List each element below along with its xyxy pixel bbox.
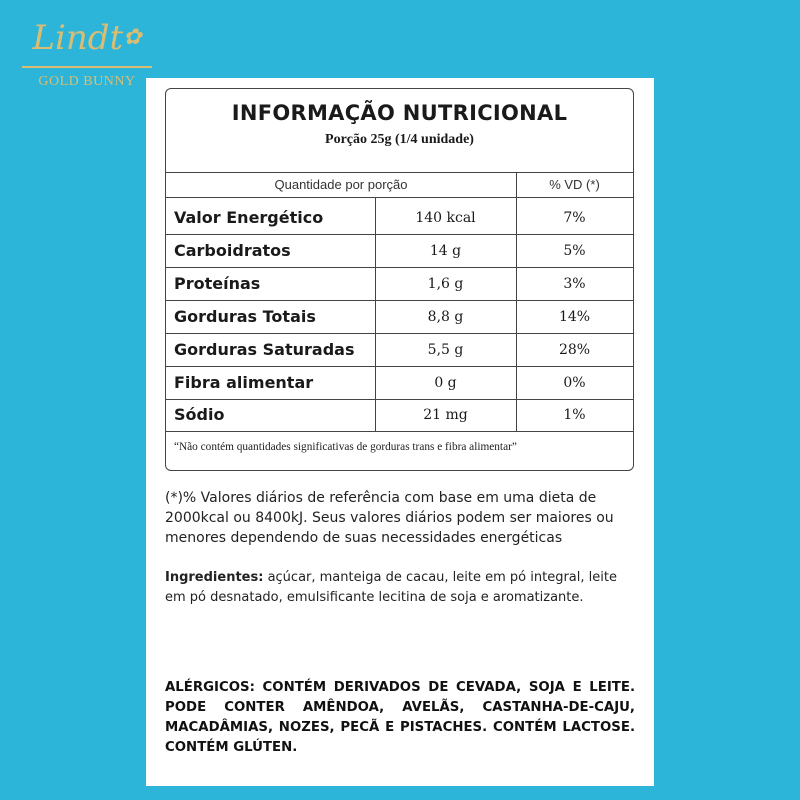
table-row bbox=[166, 301, 633, 333]
nutrient-name: Gorduras Totais bbox=[174, 307, 316, 326]
nutrition-table bbox=[165, 88, 634, 471]
ingredients-label: Ingredientes: bbox=[165, 570, 264, 585]
nutrient-vd: 1% bbox=[563, 407, 586, 423]
nutrient-name: Valor Energético bbox=[174, 208, 324, 227]
table-row bbox=[166, 235, 633, 267]
nutrient-vd: 5% bbox=[563, 243, 586, 259]
nutrient-name: Sódio bbox=[174, 405, 225, 424]
logo-divider bbox=[22, 66, 152, 68]
nutrient-amount: 14 g bbox=[429, 243, 462, 259]
label-panel bbox=[146, 78, 654, 786]
logo-text: Lindt bbox=[32, 18, 124, 58]
nutrient-vd: 3% bbox=[563, 276, 586, 292]
logo-subtitle: GOLD BUNNY bbox=[38, 74, 136, 89]
nutrient-amount: 0 g bbox=[434, 375, 457, 391]
table-row bbox=[166, 268, 633, 300]
nutrient-amount: 21 mg bbox=[423, 407, 468, 423]
nutrient-amount: 140 kcal bbox=[415, 210, 476, 226]
header-quantity: Quantidade por porção bbox=[274, 177, 408, 192]
nutrient-amount: 8,8 g bbox=[427, 309, 464, 325]
table-row bbox=[166, 399, 633, 431]
allergens-warning: ALÉRGICOS: CONTÉM DERIVADOS DE CEVADA, SOJA E LEITE. PODE CONTER AMÊNDOA, AVELÃS, CASTANHA-DE-CAJU, MACADÂMIAS, NOZES, PECÃ E PISTACHES. CONTÉM LACTOSE. CONTÉM GLÚTEN. bbox=[165, 680, 635, 755]
nutrient-vd: 7% bbox=[563, 210, 586, 226]
divider bbox=[166, 197, 633, 198]
nutrient-amount: 5,5 g bbox=[427, 342, 464, 358]
header-vd: % VD (*) bbox=[549, 177, 600, 192]
nutrient-name: Gorduras Saturadas bbox=[174, 340, 355, 359]
table-row bbox=[166, 334, 633, 366]
nutrient-name: Fibra alimentar bbox=[174, 373, 314, 392]
nutrient-vd: 14% bbox=[558, 309, 591, 325]
ingredients bbox=[165, 568, 635, 608]
nutrient-name: Carboidratos bbox=[174, 241, 291, 260]
nutrient-amount: 1,6 g bbox=[427, 276, 464, 292]
nutrient-vd: 0% bbox=[563, 375, 586, 391]
brand-logo bbox=[22, 18, 152, 90]
portion-size: Porção 25g (1/4 unidade) bbox=[325, 132, 474, 147]
divider bbox=[166, 431, 633, 432]
table-row bbox=[166, 202, 633, 234]
trans-fat-note: “Não contém quantidades significativas de gorduras trans e fibra alimentar” bbox=[174, 441, 517, 453]
nutrient-vd: 28% bbox=[558, 342, 591, 358]
nutrition-title: INFORMAÇÃO NUTRICIONAL bbox=[231, 101, 568, 125]
bunny-icon: ✿ bbox=[123, 25, 142, 50]
daily-value-note: (*)% Valores diários de referência com base em uma dieta de 2000kcal ou 8400kJ. Seus valores diários podem ser maiores ou menores dependendo de suas necessidades energéticas bbox=[165, 490, 614, 546]
table-row bbox=[166, 367, 633, 399]
nutrient-name: Proteínas bbox=[174, 274, 261, 293]
ingredients-text: açúcar, manteiga de cacau, leite em pó integral, leite em pó desnatado, emulsificante lecitina de soja e aromatizante. bbox=[165, 570, 617, 605]
